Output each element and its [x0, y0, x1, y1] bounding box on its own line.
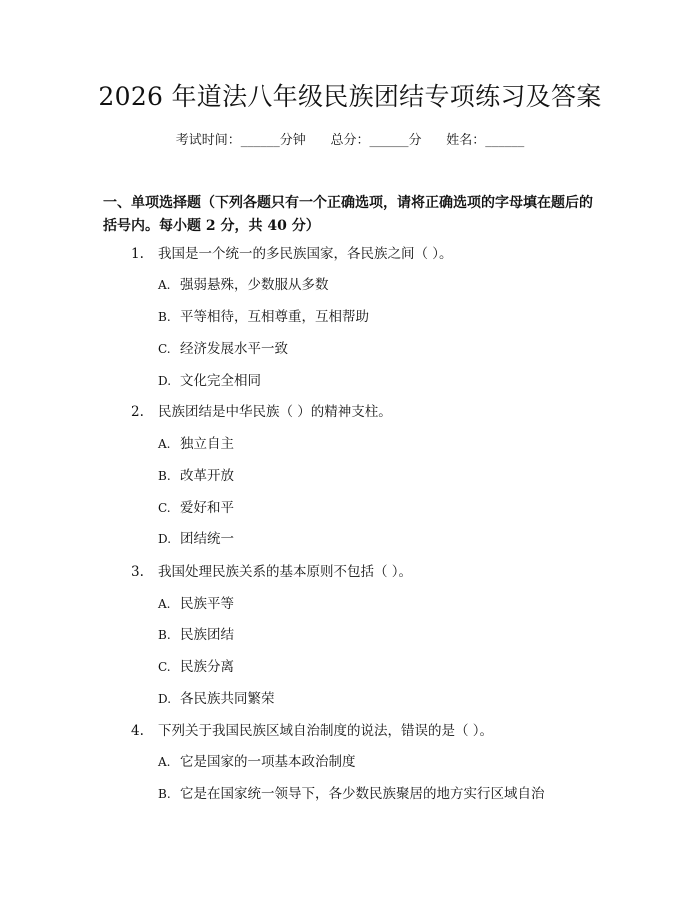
option-letter: A. — [158, 755, 171, 769]
option-letter: B. — [158, 469, 171, 483]
option-text: 民族平等 — [180, 596, 234, 612]
option-letter: A. — [158, 597, 171, 611]
exam-info-line: 考试时间：______分钟 总分：______分 姓名：______ — [175, 133, 525, 148]
option-3a — [158, 595, 608, 613]
option-letter: B. — [158, 628, 171, 642]
question-1 — [131, 245, 611, 263]
option-text: 民族团结 — [180, 627, 234, 643]
question-4 — [131, 722, 611, 740]
option-text: 平等相待，互相尊重，互相帮助 — [180, 309, 369, 325]
option-3b — [158, 626, 608, 644]
question-number: 3. — [131, 564, 144, 580]
option-2b — [158, 467, 608, 485]
option-1d — [158, 372, 608, 390]
question-number: 4. — [131, 723, 144, 739]
option-letter: B. — [158, 310, 171, 324]
option-letter: C. — [158, 501, 171, 515]
option-text: 它是在国家统一领导下，各少数民族聚居的地方实行区域自治 — [180, 786, 545, 802]
option-letter: A. — [158, 278, 171, 292]
option-letter: D. — [158, 532, 172, 546]
option-text: 文化完全相同 — [180, 373, 261, 389]
option-letter: B. — [158, 787, 171, 801]
option-2a — [158, 435, 608, 453]
option-text: 爱好和平 — [180, 500, 234, 516]
question-stem: 下列关于我国民族区域自治制度的说法，错误的是（ ）。 — [158, 723, 494, 739]
option-1b — [158, 308, 608, 326]
option-text: 它是国家的一项基本政治制度 — [180, 754, 356, 770]
option-4a — [158, 753, 608, 771]
option-1c — [158, 340, 608, 358]
option-3d — [158, 690, 608, 708]
option-letter: C. — [158, 660, 171, 674]
option-letter: A. — [158, 437, 171, 451]
question-stem: 我国处理民族关系的基本原则不包括（ ）。 — [158, 564, 413, 580]
option-text: 独立自主 — [180, 436, 234, 452]
question-2 — [131, 403, 611, 421]
question-stem: 民族团结是中华民族（ ）的精神支柱。 — [158, 404, 392, 420]
section-heading: 一、单项选择题（下列各题只有一个正确选项，请将正确选项的字母填在题后的括号内。每小题 2 分，共 40 分） — [103, 195, 593, 234]
option-2c — [158, 499, 608, 517]
option-letter: D. — [158, 374, 172, 388]
option-2d — [158, 530, 608, 548]
question-3 — [131, 563, 611, 581]
option-1a — [158, 276, 608, 294]
option-text: 强弱悬殊，少数服从多数 — [180, 277, 329, 293]
option-text: 改革开放 — [180, 468, 234, 484]
option-3c — [158, 658, 608, 676]
question-number: 2. — [131, 404, 144, 420]
option-text: 团结统一 — [180, 531, 234, 547]
option-text: 民族分离 — [180, 659, 234, 675]
question-stem: 我国是一个统一的多民族国家，各民族之间（ ）。 — [158, 246, 453, 262]
option-letter: D. — [158, 692, 172, 706]
page-title: 2026 年道法八年级民族团结专项练习及答案 — [98, 82, 602, 111]
option-letter: C. — [158, 342, 171, 356]
option-text: 各民族共同繁荣 — [180, 691, 275, 707]
question-number: 1. — [131, 246, 144, 262]
option-text: 经济发展水平一致 — [180, 341, 288, 357]
option-4b — [158, 785, 608, 803]
